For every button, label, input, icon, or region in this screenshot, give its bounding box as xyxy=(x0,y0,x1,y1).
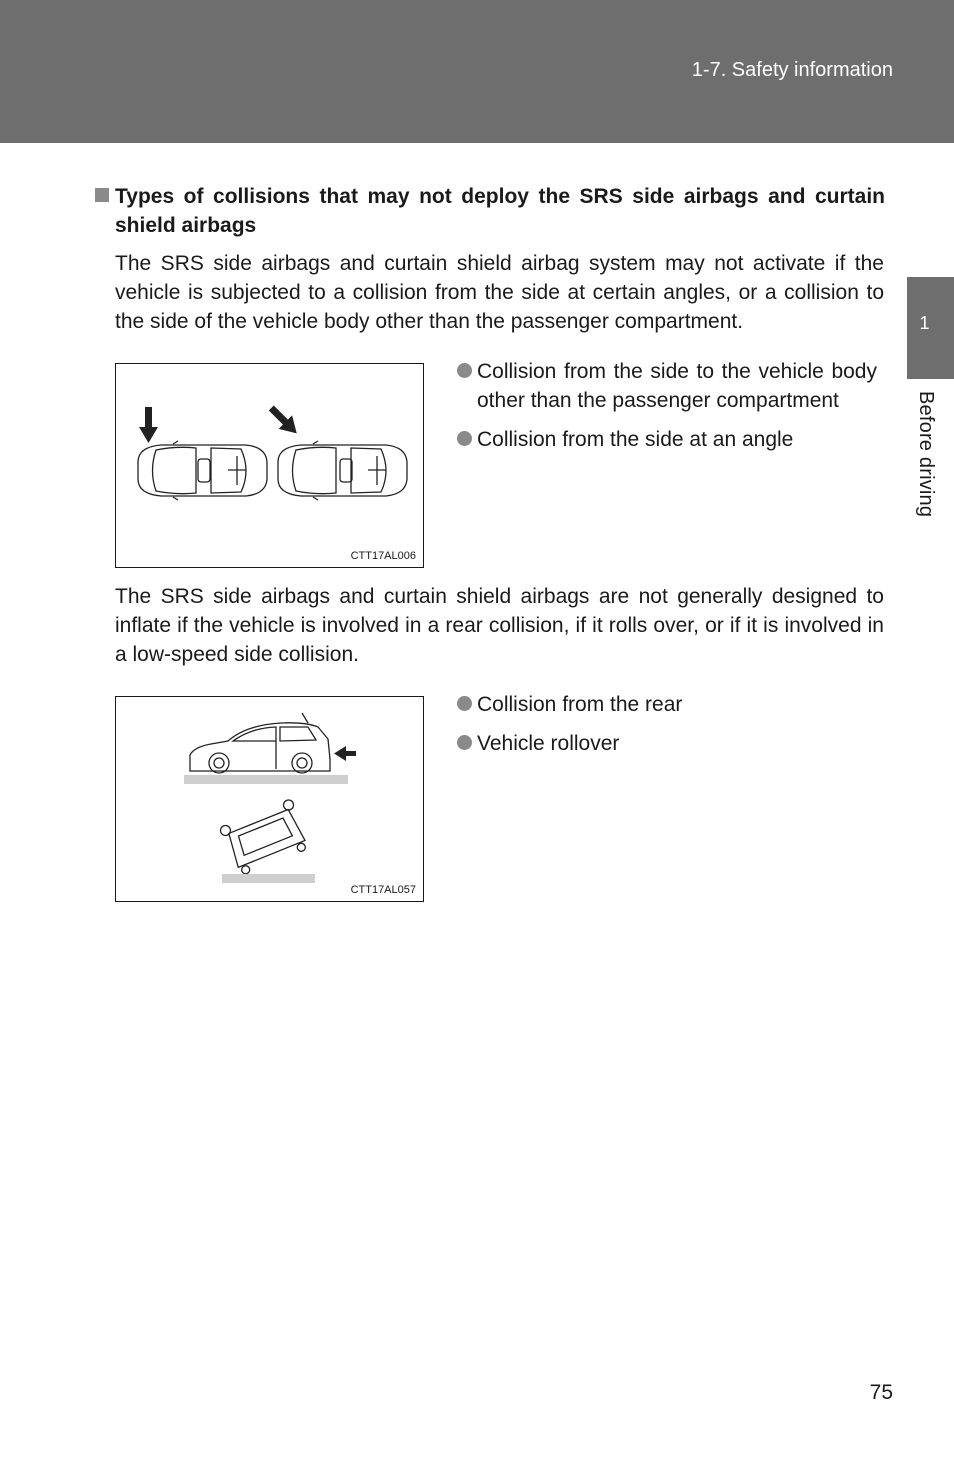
figure-1-bullets xyxy=(457,357,877,454)
page-number: 75 xyxy=(869,1381,893,1404)
bullet-text: Collision from the rear xyxy=(477,693,683,716)
car-top-view-2 xyxy=(278,441,407,500)
section-title: 1-7. Safety information xyxy=(691,59,893,81)
arrow-left-icon xyxy=(334,746,356,761)
heading-text: Types of collisions that may not deploy the SRS side airbags and curtain shield airbags xyxy=(115,185,885,237)
figure-rear-rollover xyxy=(115,696,424,902)
side-collision-illustration xyxy=(116,364,423,567)
bullet-text: Collision from the side to the vehicle body other than the passenger compartment xyxy=(477,360,877,412)
ground-line-2 xyxy=(222,874,315,883)
page-header xyxy=(0,0,954,143)
arrow-down-icon xyxy=(139,407,158,443)
figure-2-bullets xyxy=(457,690,877,758)
arrow-diagonal-icon xyxy=(265,401,304,440)
bullet-dot-icon xyxy=(457,363,472,378)
chapter-number: 1 xyxy=(919,312,930,333)
bullet-text: Collision from the side at an angle xyxy=(477,428,794,451)
car-rollover-view xyxy=(219,799,311,877)
rear-collision-paragraph: The SRS side airbags and curtain shield airbags are not generally designed to inflate if the vehicle is involved in a rear collision, if it rolls over, or if it is involved in a low-speed side collision. xyxy=(115,585,884,666)
chapter-tab xyxy=(907,277,954,379)
bullet-dot-icon xyxy=(457,696,472,711)
car-side-view xyxy=(190,713,330,773)
rear-rollover-illustration xyxy=(116,697,423,901)
list-item xyxy=(457,729,877,758)
bullet-text: Vehicle rollover xyxy=(477,732,620,755)
chapter-label: Before driving xyxy=(915,391,937,518)
list-item xyxy=(457,690,877,719)
figure-side-collision xyxy=(115,363,424,568)
intro-paragraph: The SRS side airbags and curtain shield airbag system may not activate if the vehicle is subjected to a collision from the side at certain angles, or a collision to the side of the vehicle body other than the passenger compartment. xyxy=(115,252,884,333)
bullet-dot-icon xyxy=(457,431,472,446)
bullet-dot-icon xyxy=(457,735,472,750)
figure-code: CTT17AL057 xyxy=(350,884,416,896)
section-heading xyxy=(95,182,885,240)
car-top-view-1 xyxy=(138,441,267,500)
square-bullet-icon xyxy=(95,188,109,202)
figure-code: CTT17AL006 xyxy=(350,550,416,562)
list-item xyxy=(457,357,877,415)
ground-line-1 xyxy=(184,775,348,784)
list-item xyxy=(457,425,877,454)
